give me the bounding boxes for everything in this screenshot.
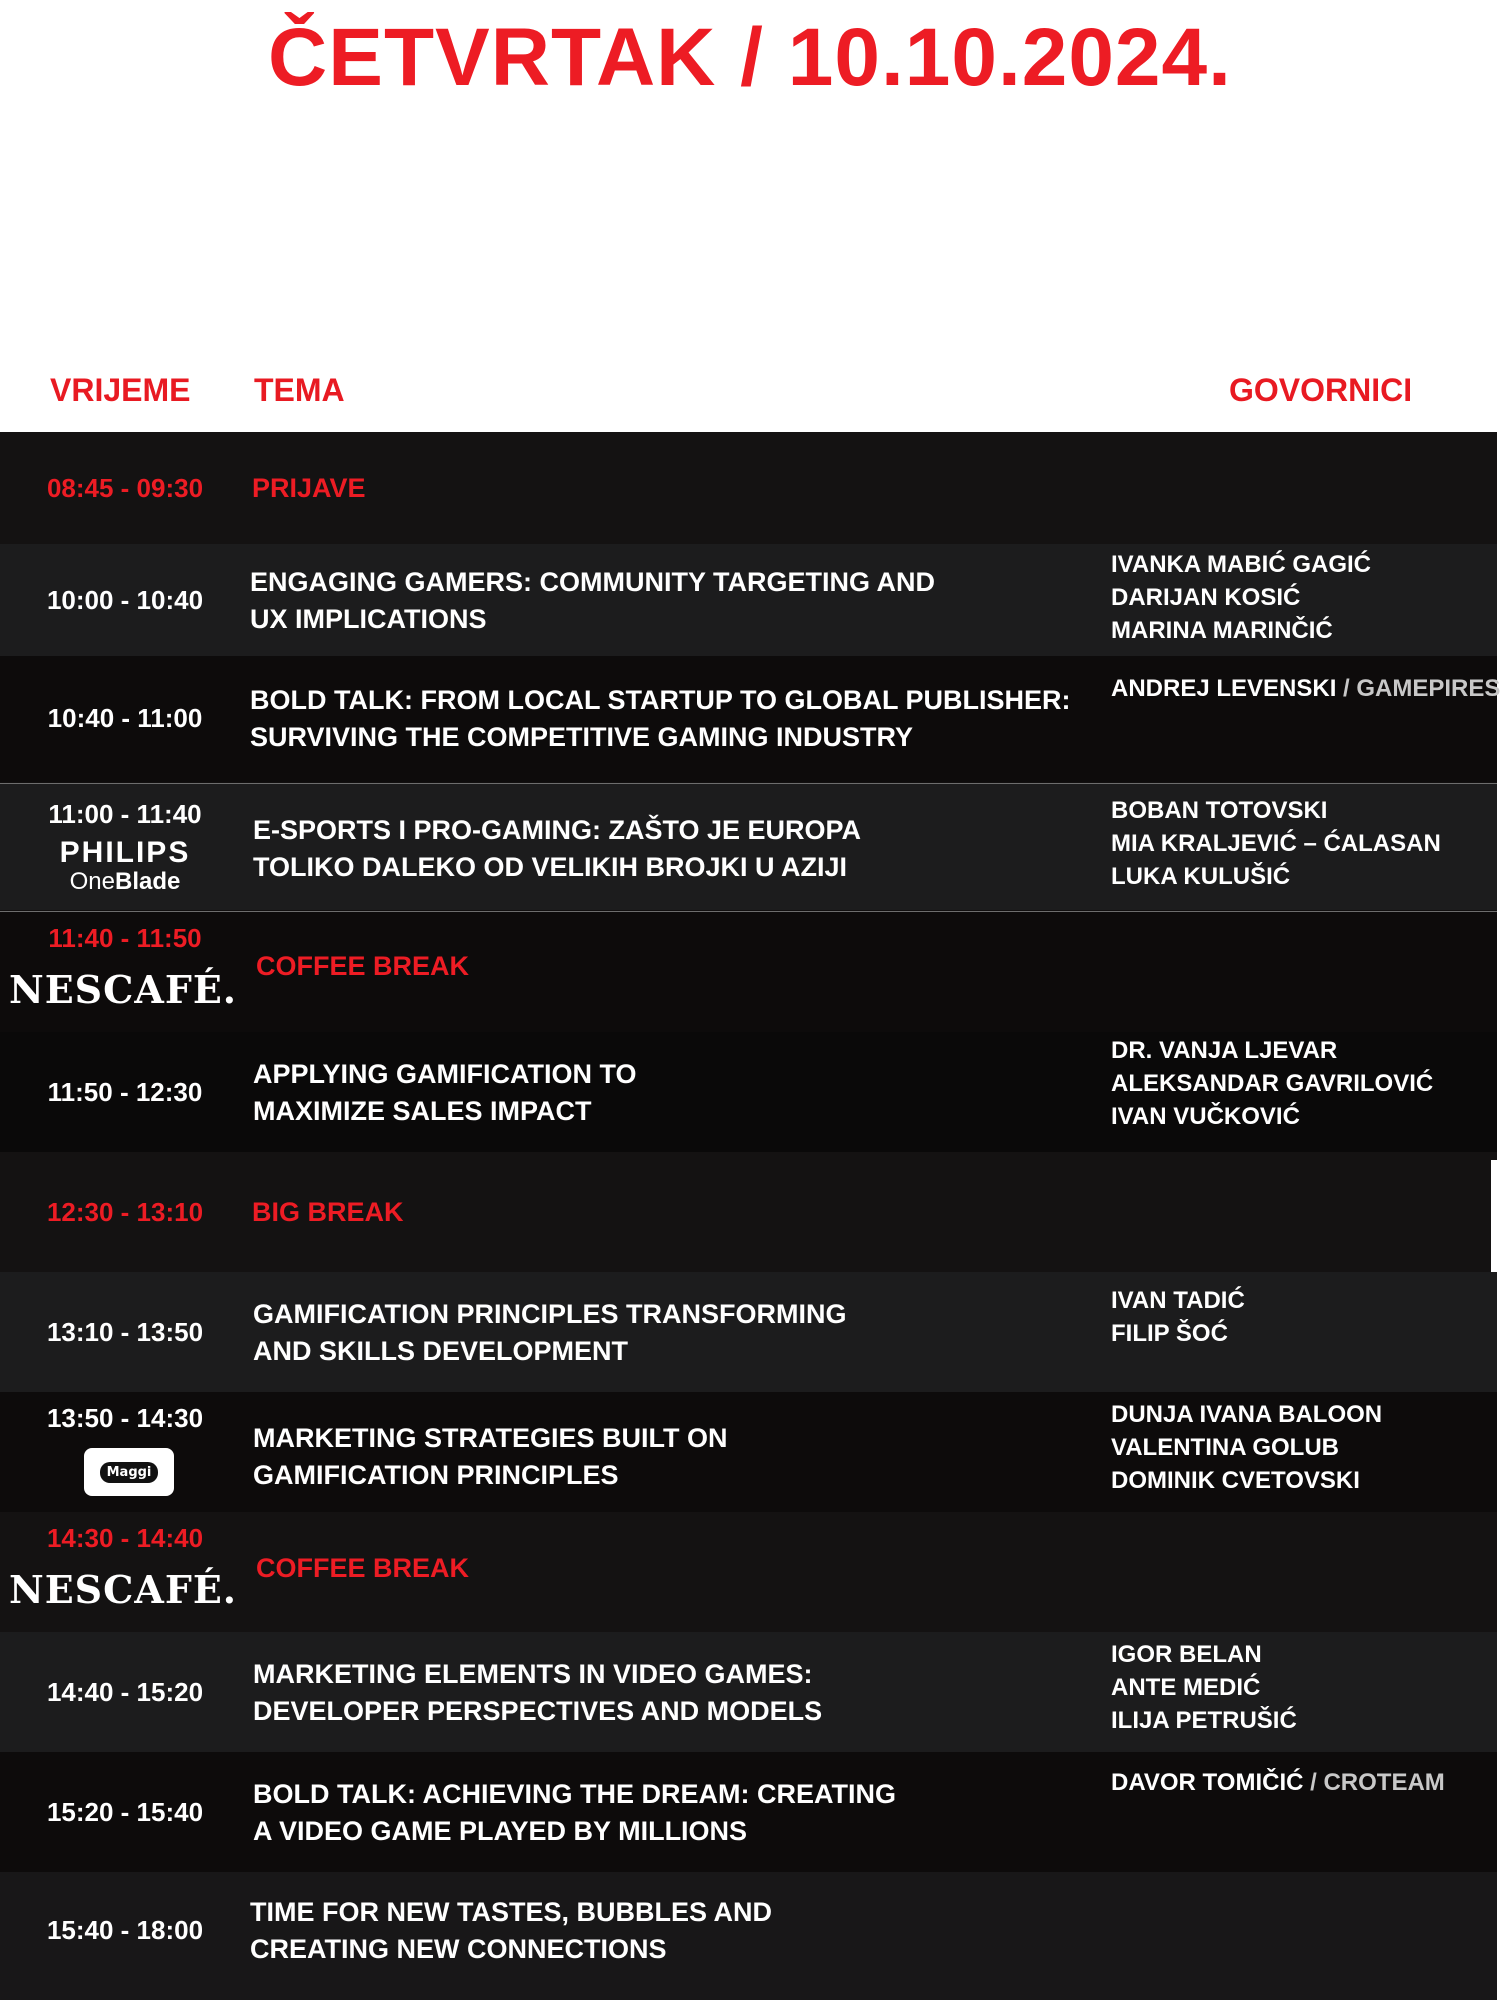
sponsor-product-part: One (69, 868, 115, 895)
sponsor-logo-philips-oneblade (0, 838, 250, 896)
schedule-row-engaging-gamers (0, 544, 1497, 656)
topic-line: MARKETING ELEMENTS IN VIDEO GAMES: (253, 1659, 813, 1689)
row-topic (253, 1056, 1073, 1130)
row-topic (252, 1194, 1072, 1231)
topic-line: GAMIFICATION PRINCIPLES TRANSFORMING (253, 1299, 847, 1329)
row-topic (250, 682, 1070, 756)
row-speakers (1111, 1284, 1496, 1350)
speaker-name: DOMINIK CVETOVSKI (1111, 1467, 1360, 1494)
topic-line: UX IMPLICATIONS (250, 604, 487, 634)
speaker-name: IGOR BELAN (1111, 1641, 1262, 1668)
topic-line: PRIJAVE (252, 473, 366, 503)
header-time: VRIJEME (50, 372, 191, 408)
speaker-name: DUNJA IVANA BALOON (1111, 1401, 1383, 1428)
schedule-row-applying-gamification (0, 1032, 1497, 1152)
row-time: 15:20 - 15:40 (46, 1797, 204, 1827)
sponsor-brand: PHILIPS (59, 836, 191, 869)
row-time: 13:10 - 13:50 (46, 1317, 204, 1347)
speaker-line (1111, 1766, 1496, 1799)
row-time: 15:40 - 18:00 (46, 1915, 204, 1945)
topic-line: TIME FOR NEW TASTES, BUBBLES AND (250, 1897, 772, 1927)
topic-line: GAMIFICATION PRINCIPLES (253, 1460, 619, 1490)
speaker-organization: / CROTEAM (1310, 1769, 1445, 1796)
speaker-name: ILIJA PETRUŠIĆ (1111, 1707, 1297, 1734)
topic-line: MARKETING STRATEGIES BUILT ON (253, 1423, 728, 1453)
topic-line: TOLIKO DALEKO OD VELIKIH BROJKI U AZIJI (253, 852, 848, 882)
sponsor-logo-nescafe: NESCAFÉ. (8, 1567, 238, 1612)
header-topic: TEMA (254, 372, 345, 408)
speaker-name: FILIP ŠOĆ (1111, 1320, 1228, 1347)
schedule-row-esports (0, 784, 1497, 910)
schedule-row-big-break (0, 1152, 1497, 1272)
row-speakers (1111, 1398, 1496, 1497)
sponsor-product-part: Blade (115, 868, 181, 895)
speaker-organization: / GAMEPIRES (1343, 675, 1500, 702)
sponsor-logo-maggi (84, 1448, 174, 1496)
speaker-name: LUKA KULUŠIĆ (1111, 863, 1291, 890)
row-topic (250, 1894, 1070, 1968)
schedule-row-gamification-principles (0, 1272, 1497, 1392)
row-time: 11:00 - 11:40 (48, 799, 202, 829)
speaker-name: MIA KRALJEVIĆ – ĆALASAN (1111, 830, 1441, 857)
row-topic (253, 1656, 1073, 1730)
topic-line: BOLD TALK: FROM LOCAL STARTUP TO GLOBAL PUBLISHER: (250, 685, 1071, 715)
row-time: 14:30 - 14:40 (46, 1523, 204, 1553)
schedule-row-bold-talk-croteam (0, 1752, 1497, 1872)
row-speakers (1111, 1638, 1496, 1737)
schedule-row-networking (0, 1872, 1497, 2000)
topic-line: MAXIMIZE SALES IMPACT (253, 1096, 592, 1126)
header-speakers: GOVORNICI (1229, 372, 1413, 408)
row-topic (253, 1420, 1073, 1494)
topic-line: ENGAGING GAMERS: COMMUNITY TARGETING AND (250, 567, 935, 597)
row-time: 11:40 - 11:50 (48, 923, 202, 953)
topic-line: APPLYING GAMIFICATION TO (253, 1059, 637, 1089)
topic-line: A VIDEO GAME PLAYED BY MILLIONS (253, 1816, 748, 1846)
row-topic (252, 470, 1072, 507)
page-title: ČETVRTAK / 10.10.2024. (268, 12, 1232, 103)
topic-line: DEVELOPER PERSPECTIVES AND MODELS (253, 1696, 823, 1726)
speaker-name: IVAN TADIĆ (1111, 1287, 1245, 1314)
row-speakers (1111, 794, 1496, 893)
row-topic (256, 948, 1076, 985)
right-edge-mark (1491, 1160, 1500, 1272)
topic-line: BOLD TALK: ACHIEVING THE DREAM: CREATING (253, 1779, 896, 1809)
row-time: 14:40 - 15:20 (46, 1677, 204, 1707)
row-topic (253, 1776, 1073, 1850)
speaker-name: BOBAN TOTOVSKI (1111, 797, 1328, 824)
row-speakers (1111, 548, 1496, 647)
speaker-name: DR. VANJA LJEVAR (1111, 1037, 1338, 1064)
schedule-table (0, 432, 1500, 2000)
topic-line: E-SPORTS I PRO-GAMING: ZAŠTO JE EUROPA (253, 815, 862, 845)
speaker-name: VALENTINA GOLUB (1111, 1434, 1339, 1461)
row-speakers (1111, 672, 1500, 705)
speaker-line (1111, 672, 1500, 705)
schedule-row-coffee-break-1 (0, 912, 1497, 1032)
speaker-name: DARIJAN KOSIĆ (1111, 584, 1301, 611)
schedule-row-marketing-elements (0, 1632, 1497, 1752)
schedule-row-marketing-strategies (0, 1392, 1497, 1512)
row-speakers (1111, 1766, 1496, 1799)
schedule-row-bold-talk-gamepires (0, 656, 1500, 782)
row-topic (256, 1550, 1076, 1587)
row-topic (250, 564, 1070, 638)
speaker-name: DAVOR TOMIČIĆ (1111, 1769, 1304, 1796)
row-time: 13:50 - 14:30 (46, 1403, 204, 1433)
row-time: 12:30 - 13:10 (46, 1197, 204, 1227)
speaker-name: IVANKA MABIĆ GAGIĆ (1111, 551, 1371, 578)
topic-line: SURVIVING THE COMPETITIVE GAMING INDUSTRY (250, 722, 914, 752)
sponsor-logo-nescafe: NESCAFÉ. (8, 967, 238, 1012)
topic-line: COFFEE BREAK (256, 951, 470, 981)
schedule-row-coffee-break-2 (0, 1512, 1497, 1632)
schedule-row-registration (0, 432, 1497, 544)
row-topic (253, 1296, 1073, 1370)
row-time: 11:50 - 12:30 (47, 1077, 203, 1107)
row-time: 10:00 - 10:40 (46, 585, 204, 615)
row-speakers (1111, 1034, 1496, 1133)
sponsor-logo-text: Maggi (100, 1462, 159, 1483)
speaker-name: MARINA MARINČIĆ (1111, 617, 1333, 644)
speaker-name: ANTE MEDIĆ (1111, 1674, 1261, 1701)
row-topic (253, 812, 1073, 886)
topic-line: AND SKILLS DEVELOPMENT (253, 1336, 629, 1366)
speaker-name: IVAN VUČKOVIĆ (1111, 1103, 1300, 1130)
topic-line: CREATING NEW CONNECTIONS (250, 1934, 667, 1964)
row-time: 10:40 - 11:00 (47, 703, 203, 733)
speaker-name: ANDREJ LEVENSKI (1111, 675, 1337, 702)
speaker-name: ALEKSANDAR GAVRILOVIĆ (1111, 1070, 1434, 1097)
sponsor-product (0, 868, 250, 896)
topic-line: BIG BREAK (252, 1197, 404, 1227)
topic-line: COFFEE BREAK (256, 1553, 470, 1583)
row-time: 08:45 - 09:30 (46, 473, 204, 503)
